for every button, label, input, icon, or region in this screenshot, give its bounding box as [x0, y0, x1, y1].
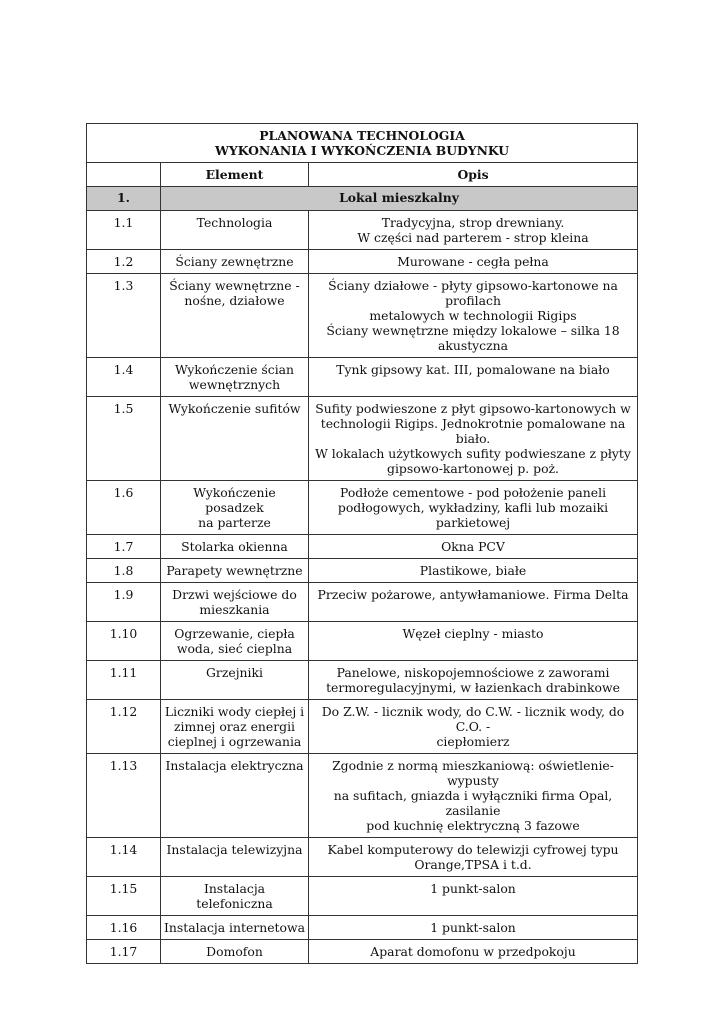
table-row — [87, 661, 638, 700]
row-number: 1.15 — [87, 877, 161, 916]
row-description — [309, 838, 638, 877]
row-element-line: cieplnej i ogrzewania — [167, 734, 302, 749]
row-element — [161, 535, 309, 559]
row-description — [309, 700, 638, 754]
row-element-line: Liczniki wody ciepłej i — [164, 704, 305, 719]
row-element — [161, 622, 309, 661]
table-title — [87, 124, 638, 163]
row-element-line: Wykończenie ścian — [174, 362, 295, 377]
row-number: 1.2 — [87, 250, 161, 274]
row-description — [309, 622, 638, 661]
row-number: 1.14 — [87, 838, 161, 877]
row-element-line: Stolarka okienna — [181, 539, 288, 554]
table-row — [87, 700, 638, 754]
row-description-line: podłogowych, wykładziny, kafli lub mozaiki parkietowej — [337, 500, 609, 530]
row-description-line: Plastikowe, białe — [419, 563, 527, 578]
title-line-1: PLANOWANA TECHNOLOGIA — [259, 128, 465, 143]
row-description-line: akustyczna — [437, 338, 509, 353]
section-row — [87, 187, 638, 211]
row-number: 1.6 — [87, 481, 161, 535]
row-description-line: pod kuchnię elektryczną 3 fazowe — [366, 818, 580, 833]
row-description — [309, 754, 638, 838]
row-element-line: Wykończenie posadzek — [193, 485, 276, 515]
row-description-line: Sufity podwieszone z płyt gipsowo-kartonowych w — [315, 401, 631, 416]
row-description-line: Przeciw pożarowe, antywłamaniowe. Firma Delta — [317, 587, 629, 602]
row-description — [309, 211, 638, 250]
row-element-line: Ściany zewnętrzne — [175, 254, 294, 269]
row-number: 1.5 — [87, 397, 161, 481]
table-row — [87, 877, 638, 916]
row-number: 1.4 — [87, 358, 161, 397]
row-element-line: Instalacja telewizyjna — [166, 842, 303, 857]
row-number: 1.11 — [87, 661, 161, 700]
table-row — [87, 583, 638, 622]
table-row — [87, 274, 638, 358]
row-description-line: Zgodnie z normą mieszkaniową: oświetlenie-wypusty — [332, 758, 614, 788]
technology-table — [86, 123, 638, 964]
row-description-line: Węzeł cieplny - miasto — [402, 626, 544, 641]
row-description-line: 1 punkt-salon — [430, 881, 516, 896]
section-label: Lokal mieszkalny — [161, 187, 638, 211]
row-description — [309, 397, 638, 481]
row-element-line: Parapety wewnętrzne — [166, 563, 303, 578]
row-description-line: Tynk gipsowy kat. III, pomalowane na biało — [336, 362, 610, 377]
row-number: 1.1 — [87, 211, 161, 250]
row-element — [161, 916, 309, 940]
row-element-line: na parterze — [198, 515, 271, 530]
table-row — [87, 358, 638, 397]
row-description-line: 1 punkt-salon — [430, 920, 516, 935]
header-num — [87, 163, 161, 187]
row-element-line: Instalacja telefoniczna — [196, 881, 273, 911]
row-element — [161, 250, 309, 274]
row-element — [161, 838, 309, 877]
row-description-line: W lokalach użytkowych sufity podwieszane z płyty — [315, 446, 631, 461]
row-description-line: gipsowo-kartonowej p. poż. — [387, 461, 559, 476]
row-element-line: Wykończenie sufitów — [168, 401, 301, 416]
row-description-line: technologii Rigips. Jednokrotnie pomalowane na biało. — [320, 416, 626, 446]
row-element — [161, 877, 309, 916]
row-description-line: Tradycyjna, strop drewniany. — [381, 215, 565, 230]
row-description — [309, 916, 638, 940]
table-row — [87, 916, 638, 940]
table-row — [87, 535, 638, 559]
row-element — [161, 211, 309, 250]
row-description-line: Podłoże cementowe - pod położenie paneli — [339, 485, 607, 500]
table-row — [87, 211, 638, 250]
row-description-line: Ściany wewnętrzne między lokalowe – silka 18 — [326, 323, 620, 338]
table-row — [87, 559, 638, 583]
row-number: 1.9 — [87, 583, 161, 622]
row-description-line: metalowych w technologii Rigips — [369, 308, 577, 323]
header-opis: Opis — [309, 163, 638, 187]
row-description — [309, 274, 638, 358]
table-row — [87, 622, 638, 661]
row-description-line: W części nad parterem - strop kleina — [357, 230, 589, 245]
row-element-line: Ogrzewanie, ciepła — [174, 626, 295, 641]
row-description — [309, 661, 638, 700]
row-element-line: Drzwi wejściowe do — [172, 587, 297, 602]
row-description-line: Kabel komputerowy do telewizji cyfrowej typu — [327, 842, 619, 857]
row-description-line: Panelowe, niskopojemnościowe z zaworami — [336, 665, 610, 680]
header-row — [87, 163, 638, 187]
row-element-line: Technologia — [196, 215, 273, 230]
row-number: 1.13 — [87, 754, 161, 838]
row-number: 1.12 — [87, 700, 161, 754]
row-element — [161, 481, 309, 535]
row-description — [309, 583, 638, 622]
header-element: Element — [161, 163, 309, 187]
row-description-line: Orange,TPSA i t.d. — [414, 857, 532, 872]
row-element — [161, 358, 309, 397]
row-description — [309, 250, 638, 274]
row-description — [309, 481, 638, 535]
row-element — [161, 754, 309, 838]
row-number: 1.10 — [87, 622, 161, 661]
title-line-2: WYKONANIA I WYKOŃCZENIA BUDYNKU — [214, 143, 510, 158]
table-row — [87, 940, 638, 964]
table-row — [87, 838, 638, 877]
row-element-line: mieszkania — [199, 602, 270, 617]
table-row — [87, 481, 638, 535]
row-number: 1.8 — [87, 559, 161, 583]
row-description-line: Okna PCV — [441, 539, 505, 554]
row-element — [161, 583, 309, 622]
row-description-line: Murowane - cegła pełna — [397, 254, 549, 269]
row-description — [309, 940, 638, 964]
row-description — [309, 559, 638, 583]
row-element — [161, 940, 309, 964]
title-row — [87, 124, 638, 163]
row-element — [161, 661, 309, 700]
table-row — [87, 754, 638, 838]
table-row — [87, 250, 638, 274]
row-description — [309, 358, 638, 397]
row-element — [161, 700, 309, 754]
row-element-line: Instalacja elektryczna — [165, 758, 304, 773]
row-element-line: Instalacja internetowa — [164, 920, 305, 935]
row-element-line: nośne, działowe — [184, 293, 285, 308]
row-number: 1.17 — [87, 940, 161, 964]
table-row — [87, 397, 638, 481]
section-number: 1. — [87, 187, 161, 211]
row-description-line: termoregulacyjnymi, w łazienkach drabinkowe — [326, 680, 620, 695]
row-description-line: ciepłomierz — [436, 734, 510, 749]
row-element — [161, 397, 309, 481]
row-element-line: Ściany wewnętrzne - — [169, 278, 300, 293]
row-description — [309, 877, 638, 916]
row-description-line: Ściany działowe - płyty gipsowo-kartonowe na profilach — [328, 278, 618, 308]
row-description-line: Aparat domofonu w przedpokoju — [370, 944, 576, 959]
row-element — [161, 274, 309, 358]
row-element-line: Domofon — [206, 944, 263, 959]
row-element-line: woda, sieć cieplna — [176, 641, 293, 656]
row-element-line: wewnętrznych — [188, 377, 281, 392]
row-number: 1.7 — [87, 535, 161, 559]
row-description-line: Do Z.W. - licznik wody, do C.W. - licznik wody, do C.O. - — [321, 704, 625, 734]
row-description-line: na sufitach, gniazda i wyłączniki firma Opal, zasilanie — [333, 788, 613, 818]
row-element-line: zimnej oraz energii — [174, 719, 295, 734]
row-element — [161, 559, 309, 583]
row-element-line: Grzejniki — [206, 665, 263, 680]
row-number: 1.3 — [87, 274, 161, 358]
row-description — [309, 535, 638, 559]
row-number: 1.16 — [87, 916, 161, 940]
